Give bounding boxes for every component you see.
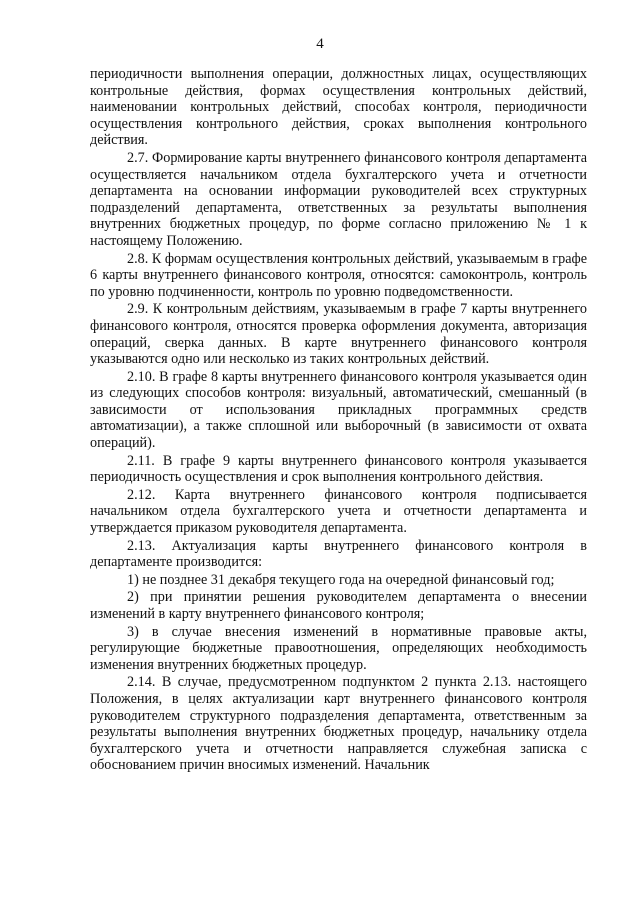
list-item-1: 1) не позднее 31 декабря текущего года на очередной финансовый год; xyxy=(127,571,555,588)
paragraph-2-11: 2.11. В графе 9 карты внутреннего финансового контроля указывается периодичность осуществления и срок выполнения контрольного действия. xyxy=(90,452,587,486)
paragraph-2-13: 2.13. Актуализация карты внутреннего финансового контроля в департаменте производится: xyxy=(90,537,587,571)
paragraph-2-12: 2.12. Карта внутреннего финансового контроля подписывается начальником отдела бухгалтерского учета и отчетности департамента и утверждается приказом руководителя департамента. xyxy=(90,486,587,537)
paragraph-2-8: 2.8. К формам осуществления контрольных действий, указываемым в графе 6 карты внутреннего финансового контроля, относятся: самоконтроль, контроль по уровню подчиненности, контроль по уровню подведомственности. xyxy=(90,250,587,300)
list-item-3: 3) в случае внесения изменений в нормативные правовые акты, регулирующие бюджетные правоотношения, определяющих необходимость изменения внутренних бюджетных процедур. xyxy=(90,623,587,673)
paragraph-2-14: 2.14. В случае, предусмотренном подпунктом 2 пункта 2.13. настоящего Положения, в целях актуализации карт внутреннего финансового контроля руководителем структурного подразделения департамента, ответственным за результаты выполнения внутренних бюджетных процедур, начальнику отдела бухгалтерского учета и отчетности направляется служебная записка с обоснованием причин вносимых изменений. Начальник xyxy=(90,674,587,774)
paragraph-2-9: 2.9. К контрольным действиям, указываемым в графе 7 карты внутреннего финансового контроля, относятся проверка оформления документа, авторизация операций, сверка данных. В карте внутреннего финансового контроля указываются одно или несколько из таких контрольных действий. xyxy=(90,301,587,368)
page-number: 4 xyxy=(316,36,324,52)
paragraph-continuation: периодичности выполнения операции, должностных лицах, осуществляющих контрольные действия, формах осуществления контрольных действий, наименовании контрольных действий, способах контроля, периодичности осуществления контрольного действия, сроках выполнения контрольного действия. xyxy=(90,66,587,149)
paragraph-2-7: 2.7. Формирование карты внутреннего финансового контроля департамента осуществляется начальником отдела бухгалтерского учета и отчетности департамента на основании информации руководителей всех структурных подразделений департамента, ответственных за результаты выполнения внутренних бюджетных процедур, по форме согласно приложению № 1 к настоящему Положению. xyxy=(90,149,587,249)
document-body xyxy=(90,66,587,775)
list-item-2: 2) при принятии решения руководителем департамента о внесении изменений в карту внутреннего финансового контроля; xyxy=(90,589,587,622)
paragraph-2-10: 2.10. В графе 8 карты внутреннего финансового контроля указывается один из следующих способов контроля: визуальный, автоматический, смешанный (в зависимости от использования прикладных программных средств автоматизации), а также сплошной или выборочный (в зависимости от охвата операций). xyxy=(90,368,587,452)
